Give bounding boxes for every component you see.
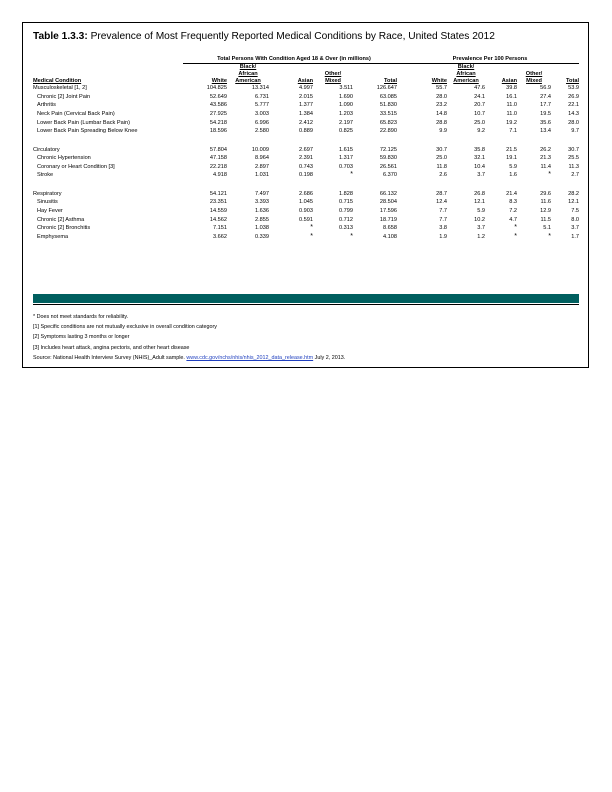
value-cell-prev-total: 2.7 xyxy=(571,172,579,179)
condition-name-cell: Neck Pain (Cervical Back Pain) xyxy=(37,111,115,118)
value-cell-other-mixed: 1.090 xyxy=(339,102,353,109)
condition-name-cell: Respiratory xyxy=(33,190,62,197)
header-prev-other-mixed xyxy=(517,64,551,84)
header-other-bottom: Mixed xyxy=(325,77,341,84)
value-cell-other-mixed: 1.828 xyxy=(339,190,353,197)
spacer-cell xyxy=(33,136,579,146)
value-cell-white: 27.925 xyxy=(209,111,227,118)
value-cell-prev-black-african-american: 12.1 xyxy=(474,199,485,206)
value-cell-other-mixed: 1.317 xyxy=(339,155,353,162)
value-cell-black-african-american: 1.031 xyxy=(255,172,269,179)
value-cell-prev-black-african-american: 10.4 xyxy=(474,163,485,170)
value-cell-asian: 0.743 xyxy=(299,163,313,170)
condition-name-cell: Stroke xyxy=(37,172,54,179)
value-cell-black-african-american: 13.314 xyxy=(251,85,269,92)
value-cell-other-mixed: * xyxy=(350,232,353,240)
value-cell-prev-asian: 4.7 xyxy=(509,216,517,223)
value-cell-prev-other-mixed: 26.2 xyxy=(540,146,551,153)
value-cell-asian: * xyxy=(310,232,313,240)
condition-name-cell: Coronary or Heart Condition [3] xyxy=(37,163,115,170)
value-cell-total: 18.719 xyxy=(379,216,397,223)
value-cell-asian: 0.903 xyxy=(299,207,313,214)
value-cell-prev-white: 7.7 xyxy=(439,207,447,214)
value-cell-prev-asian: 16.1 xyxy=(506,93,517,100)
value-cell-prev-total: 12.1 xyxy=(568,199,579,206)
value-cell-prev-other-mixed: 19.5 xyxy=(540,111,551,118)
value-cell-prev-black-african-american: 25.0 xyxy=(474,119,485,126)
value-cell-white: 18.596 xyxy=(209,128,227,135)
condition-name-cell: Chronic [2] Joint Pain xyxy=(37,93,91,100)
header-condition: Medical Condition xyxy=(33,77,82,84)
value-cell-asian: 1.045 xyxy=(299,199,313,206)
condition-name-cell: Arthritis xyxy=(37,102,56,109)
value-cell-prev-white: 9.9 xyxy=(439,128,447,135)
header-black-top: Black/ xyxy=(239,64,257,70)
value-cell-prev-total: 9.7 xyxy=(571,128,579,135)
condition-name-cell: Sinusitis xyxy=(37,199,58,206)
value-cell-total: 6.370 xyxy=(383,172,397,179)
value-cell-white: 3.662 xyxy=(213,233,227,240)
source-prefix: Source: National Health Interview Survey (NHIS)_Adult sample. xyxy=(33,354,187,361)
value-cell-black-african-american: 1.038 xyxy=(255,225,269,232)
value-cell-prev-asian: * xyxy=(514,224,517,232)
spacer-row xyxy=(33,180,579,190)
value-cell-black-african-american: 3.393 xyxy=(255,199,269,206)
value-cell-prev-white: 25.0 xyxy=(436,155,447,162)
value-cell-prev-asian: 8.3 xyxy=(509,199,517,206)
source-link[interactable]: www.cdc.gov/nchs/nhis/nhis_2012_data_release.htm xyxy=(186,354,314,361)
value-cell-prev-other-mixed: 5.1 xyxy=(543,225,551,232)
value-cell-black-african-american: 10.009 xyxy=(251,146,269,153)
value-cell-prev-asian: 11.0 xyxy=(506,102,517,109)
header-white: White xyxy=(211,77,227,84)
value-cell-prev-other-mixed: * xyxy=(548,171,551,179)
value-cell-prev-black-african-american: 9.2 xyxy=(477,128,485,135)
table-row xyxy=(33,110,579,119)
value-cell-prev-asian: 39.8 xyxy=(506,85,517,92)
value-cell-white: 7.151 xyxy=(213,225,227,232)
table-row xyxy=(33,93,579,102)
condition-name-cell: Lower Back Pain (Lumbar Back Pain) xyxy=(37,119,130,126)
value-cell-prev-other-mixed: 11.4 xyxy=(540,163,551,170)
value-cell-prev-black-african-american: 47.6 xyxy=(474,85,485,92)
value-cell-prev-white: 28.7 xyxy=(436,190,447,197)
value-cell-prev-total: 26.9 xyxy=(568,93,579,100)
table-row xyxy=(33,198,579,207)
value-cell-prev-total: 28.0 xyxy=(568,119,579,126)
value-cell-prev-asian: 19.1 xyxy=(506,155,517,162)
value-cell-prev-other-mixed: 13.4 xyxy=(540,128,551,135)
spacer-cell xyxy=(33,180,579,190)
value-cell-other-mixed: 0.715 xyxy=(339,199,353,206)
header-prev-other-bottom: Mixed xyxy=(526,77,542,84)
value-cell-other-mixed: 2.197 xyxy=(339,119,353,126)
table-row xyxy=(33,224,579,233)
value-cell-prev-black-african-american: 3.7 xyxy=(477,225,485,232)
value-cell-asian: 0.889 xyxy=(299,128,313,135)
header-asian: Asian xyxy=(297,77,313,84)
value-cell-white: 104.825 xyxy=(206,85,227,92)
value-cell-prev-other-mixed: 35.6 xyxy=(540,119,551,126)
header-prev-total: Total xyxy=(566,77,579,84)
header-prev-black-middle: African xyxy=(456,70,476,77)
value-cell-prev-total: 7.5 xyxy=(571,207,579,214)
value-cell-black-african-american: 5.777 xyxy=(255,102,269,109)
value-cell-total: 59.830 xyxy=(379,155,397,162)
table-row xyxy=(33,119,579,128)
value-cell-asian: 2.391 xyxy=(299,155,313,162)
value-cell-asian: 2.412 xyxy=(299,119,313,126)
group-header-prevalence: Prevalence Per 100 Persons xyxy=(401,56,579,64)
value-cell-black-african-american: 3.003 xyxy=(255,111,269,118)
value-cell-prev-other-mixed: 17.7 xyxy=(540,102,551,109)
condition-name-cell: Chronic [2] Asthma xyxy=(37,216,85,223)
header-black-middle: African xyxy=(238,70,258,77)
header-prev-asian: Asian xyxy=(501,77,517,84)
table-row xyxy=(33,233,579,242)
value-cell-total: 17.596 xyxy=(379,207,397,214)
value-cell-prev-other-mixed: 27.4 xyxy=(540,93,551,100)
value-cell-total: 63.085 xyxy=(379,93,397,100)
value-cell-total: 22.890 xyxy=(379,128,397,135)
value-cell-asian: 0.591 xyxy=(299,216,313,223)
value-cell-total: 4.108 xyxy=(383,233,397,240)
value-cell-prev-white: 30.7 xyxy=(436,146,447,153)
value-cell-total: 33.515 xyxy=(379,111,397,118)
value-cell-white: 54.218 xyxy=(209,119,227,126)
header-other-top: Other/ xyxy=(324,70,342,77)
value-cell-prev-other-mixed: 12.9 xyxy=(540,207,551,214)
table-row xyxy=(33,154,579,163)
value-cell-prev-asian: 1.6 xyxy=(509,172,517,179)
value-cell-prev-black-african-american: 10.2 xyxy=(474,216,485,223)
value-cell-prev-other-mixed: 29.6 xyxy=(540,190,551,197)
value-cell-white: 23.351 xyxy=(209,199,227,206)
value-cell-white: 57.804 xyxy=(209,146,227,153)
value-cell-asian: * xyxy=(310,224,313,232)
value-cell-other-mixed: 0.799 xyxy=(339,207,353,214)
value-cell-prev-total: 53.9 xyxy=(568,85,579,92)
value-cell-white: 14.562 xyxy=(209,216,227,223)
value-cell-prev-black-african-american: 24.1 xyxy=(474,93,485,100)
value-cell-other-mixed: 0.712 xyxy=(339,216,353,223)
group-header-total-persons: Total Persons With Condition Aged 18 & Over (in millions) xyxy=(183,56,405,64)
condition-name-cell: Emphysema xyxy=(37,233,69,240)
value-cell-prev-white: 28.8 xyxy=(436,119,447,126)
value-cell-other-mixed: * xyxy=(350,171,353,179)
value-cell-prev-white: 2.6 xyxy=(439,172,447,179)
table-number: Table 1.3.3: xyxy=(33,31,88,42)
value-cell-total: 28.504 xyxy=(379,199,397,206)
condition-name-cell: Chronic Hypertension xyxy=(37,155,91,162)
value-cell-white: 52.649 xyxy=(209,93,227,100)
value-cell-other-mixed: 3.511 xyxy=(339,85,353,92)
value-cell-prev-white: 11.8 xyxy=(436,163,447,170)
value-cell-other-mixed: 0.703 xyxy=(339,163,353,170)
value-cell-prev-asian: 7.1 xyxy=(509,128,517,135)
header-other-mixed xyxy=(313,64,353,84)
value-cell-total: 26.561 xyxy=(379,163,397,170)
header-prev-black-african-american xyxy=(447,64,485,84)
value-cell-white: 4.918 xyxy=(213,172,227,179)
value-cell-other-mixed: 0.825 xyxy=(339,128,353,135)
value-cell-total: 65.823 xyxy=(379,119,397,126)
value-cell-prev-asian: 5.9 xyxy=(509,163,517,170)
value-cell-prev-other-mixed: 56.9 xyxy=(540,85,551,92)
value-cell-asian: 2.686 xyxy=(299,190,313,197)
value-cell-prev-white: 14.8 xyxy=(436,111,447,118)
value-cell-black-african-american: 6.996 xyxy=(255,119,269,126)
value-cell-total: 72.125 xyxy=(379,146,397,153)
value-cell-prev-total: 14.3 xyxy=(568,111,579,118)
value-cell-asian: 2.015 xyxy=(299,93,313,100)
value-cell-prev-black-african-american: 5.9 xyxy=(477,207,485,214)
table-body xyxy=(33,84,579,241)
value-cell-prev-total: 30.7 xyxy=(568,146,579,153)
value-cell-prev-black-african-american: 20.7 xyxy=(474,102,485,109)
condition-name-cell: Circulatory xyxy=(33,146,60,153)
table-row xyxy=(33,127,579,136)
value-cell-black-african-american: 1.636 xyxy=(255,207,269,214)
value-cell-black-african-american: 7.497 xyxy=(255,190,269,197)
value-cell-asian: 0.198 xyxy=(299,172,313,179)
footer-divider xyxy=(33,304,579,305)
value-cell-prev-white: 55.7 xyxy=(436,85,447,92)
value-cell-prev-white: 1.9 xyxy=(439,233,447,240)
footnote-1: [1] Specific conditions are not mutually exclusive in overall condition category xyxy=(33,324,217,331)
value-cell-total: 51.830 xyxy=(379,102,397,109)
value-cell-prev-other-mixed: * xyxy=(548,232,551,240)
header-prev-black-bottom: American xyxy=(453,77,479,84)
value-cell-prev-black-african-american: 10.7 xyxy=(474,111,485,118)
header-prev-white: White xyxy=(431,77,447,84)
table-row xyxy=(33,216,579,225)
value-cell-prev-other-mixed: 11.5 xyxy=(540,216,551,223)
value-cell-other-mixed: 1.690 xyxy=(339,93,353,100)
header-black-bottom: American xyxy=(235,77,261,84)
value-cell-other-mixed: 1.203 xyxy=(339,111,353,118)
table-row xyxy=(33,207,579,216)
value-cell-white: 47.158 xyxy=(209,155,227,162)
value-cell-prev-other-mixed: 21.3 xyxy=(540,155,551,162)
value-cell-prev-total: 3.7 xyxy=(571,225,579,232)
table-title xyxy=(33,31,495,42)
table-row xyxy=(33,163,579,172)
condition-name-cell: Chronic [2] Bronchitis xyxy=(37,225,91,232)
table-row xyxy=(33,84,579,93)
value-cell-prev-total: 25.5 xyxy=(568,155,579,162)
value-cell-prev-other-mixed: 11.6 xyxy=(540,199,551,206)
condition-name-cell: Hay Fever xyxy=(37,207,63,214)
footnotes xyxy=(33,312,345,363)
value-cell-white: 43.586 xyxy=(209,102,227,109)
value-cell-total: 8.658 xyxy=(383,225,397,232)
value-cell-black-african-american: 8.964 xyxy=(255,155,269,162)
table-frame xyxy=(22,22,589,368)
value-cell-black-african-american: 2.580 xyxy=(255,128,269,135)
value-cell-prev-black-african-american: 32.1 xyxy=(474,155,485,162)
value-cell-prev-total: 8.0 xyxy=(571,216,579,223)
value-cell-prev-total: 1.7 xyxy=(571,233,579,240)
value-cell-prev-white: 3.8 xyxy=(439,225,447,232)
header-prev-black-top: Black/ xyxy=(457,64,475,70)
spacer-row xyxy=(33,136,579,146)
value-cell-prev-total: 22.1 xyxy=(568,102,579,109)
value-cell-white: 54.121 xyxy=(209,190,227,197)
value-cell-other-mixed: 0.313 xyxy=(339,225,353,232)
value-cell-prev-asian: 7.2 xyxy=(509,207,517,214)
header-total: Total xyxy=(384,77,397,84)
value-cell-prev-black-african-american: 35.8 xyxy=(474,146,485,153)
value-cell-prev-white: 28.0 xyxy=(436,93,447,100)
condition-name-cell: Musculoskeletal [1, 2] xyxy=(33,85,87,92)
table-title-text: Prevalence of Most Frequently Reported Medical Conditions by Race, United States 2012 xyxy=(87,31,495,42)
value-cell-prev-white: 23.2 xyxy=(436,102,447,109)
value-cell-prev-total: 28.2 xyxy=(568,190,579,197)
condition-name-cell: Lower Back Pain Spreading Below Knee xyxy=(37,128,138,135)
source-suffix: July 2, 2013. xyxy=(313,354,346,361)
value-cell-black-african-american: 0.339 xyxy=(255,233,269,240)
value-cell-asian: 2.697 xyxy=(299,146,313,153)
value-cell-white: 14.559 xyxy=(209,207,227,214)
value-cell-prev-black-african-american: 3.7 xyxy=(477,172,485,179)
value-cell-total: 126.647 xyxy=(376,85,397,92)
value-cell-white: 22.218 xyxy=(209,163,227,170)
value-cell-asian: 1.384 xyxy=(299,111,313,118)
value-cell-total: 66.132 xyxy=(379,190,397,197)
table-row xyxy=(33,190,579,199)
value-cell-asian: 1.377 xyxy=(299,102,313,109)
value-cell-black-african-american: 2.855 xyxy=(255,216,269,223)
footnote-2: [2] Symptoms lasting 3 months or longer xyxy=(33,334,130,341)
source-line xyxy=(33,353,345,363)
value-cell-prev-black-african-american: 1.2 xyxy=(477,233,485,240)
value-cell-prev-white: 7.7 xyxy=(439,216,447,223)
value-cell-prev-asian: 21.5 xyxy=(506,146,517,153)
table-row xyxy=(33,101,579,110)
value-cell-prev-black-african-american: 26.8 xyxy=(474,190,485,197)
value-cell-prev-asian: 21.4 xyxy=(506,190,517,197)
value-cell-prev-asian: * xyxy=(514,232,517,240)
value-cell-prev-asian: 11.0 xyxy=(506,111,517,118)
value-cell-asian: 4.997 xyxy=(299,85,313,92)
value-cell-black-african-american: 2.897 xyxy=(255,163,269,170)
header-row xyxy=(33,64,579,84)
table-row xyxy=(33,146,579,155)
footnote-3: [3] Includes heart attack, angina pectoris, and other heart disease xyxy=(33,344,190,351)
value-cell-other-mixed: 1.615 xyxy=(339,146,353,153)
value-cell-prev-white: 12.4 xyxy=(436,199,447,206)
header-prev-other-top: Other/ xyxy=(525,70,543,77)
table-row xyxy=(33,171,579,180)
header-black-african-american xyxy=(227,64,269,84)
footnote-reliability: * Does not meet standards for reliability. xyxy=(33,314,129,320)
footer-color-bar xyxy=(33,294,579,303)
value-cell-prev-asian: 19.2 xyxy=(506,119,517,126)
conditions-table xyxy=(33,64,579,241)
value-cell-black-african-american: 6.731 xyxy=(255,93,269,100)
value-cell-prev-total: 11.3 xyxy=(568,163,579,170)
